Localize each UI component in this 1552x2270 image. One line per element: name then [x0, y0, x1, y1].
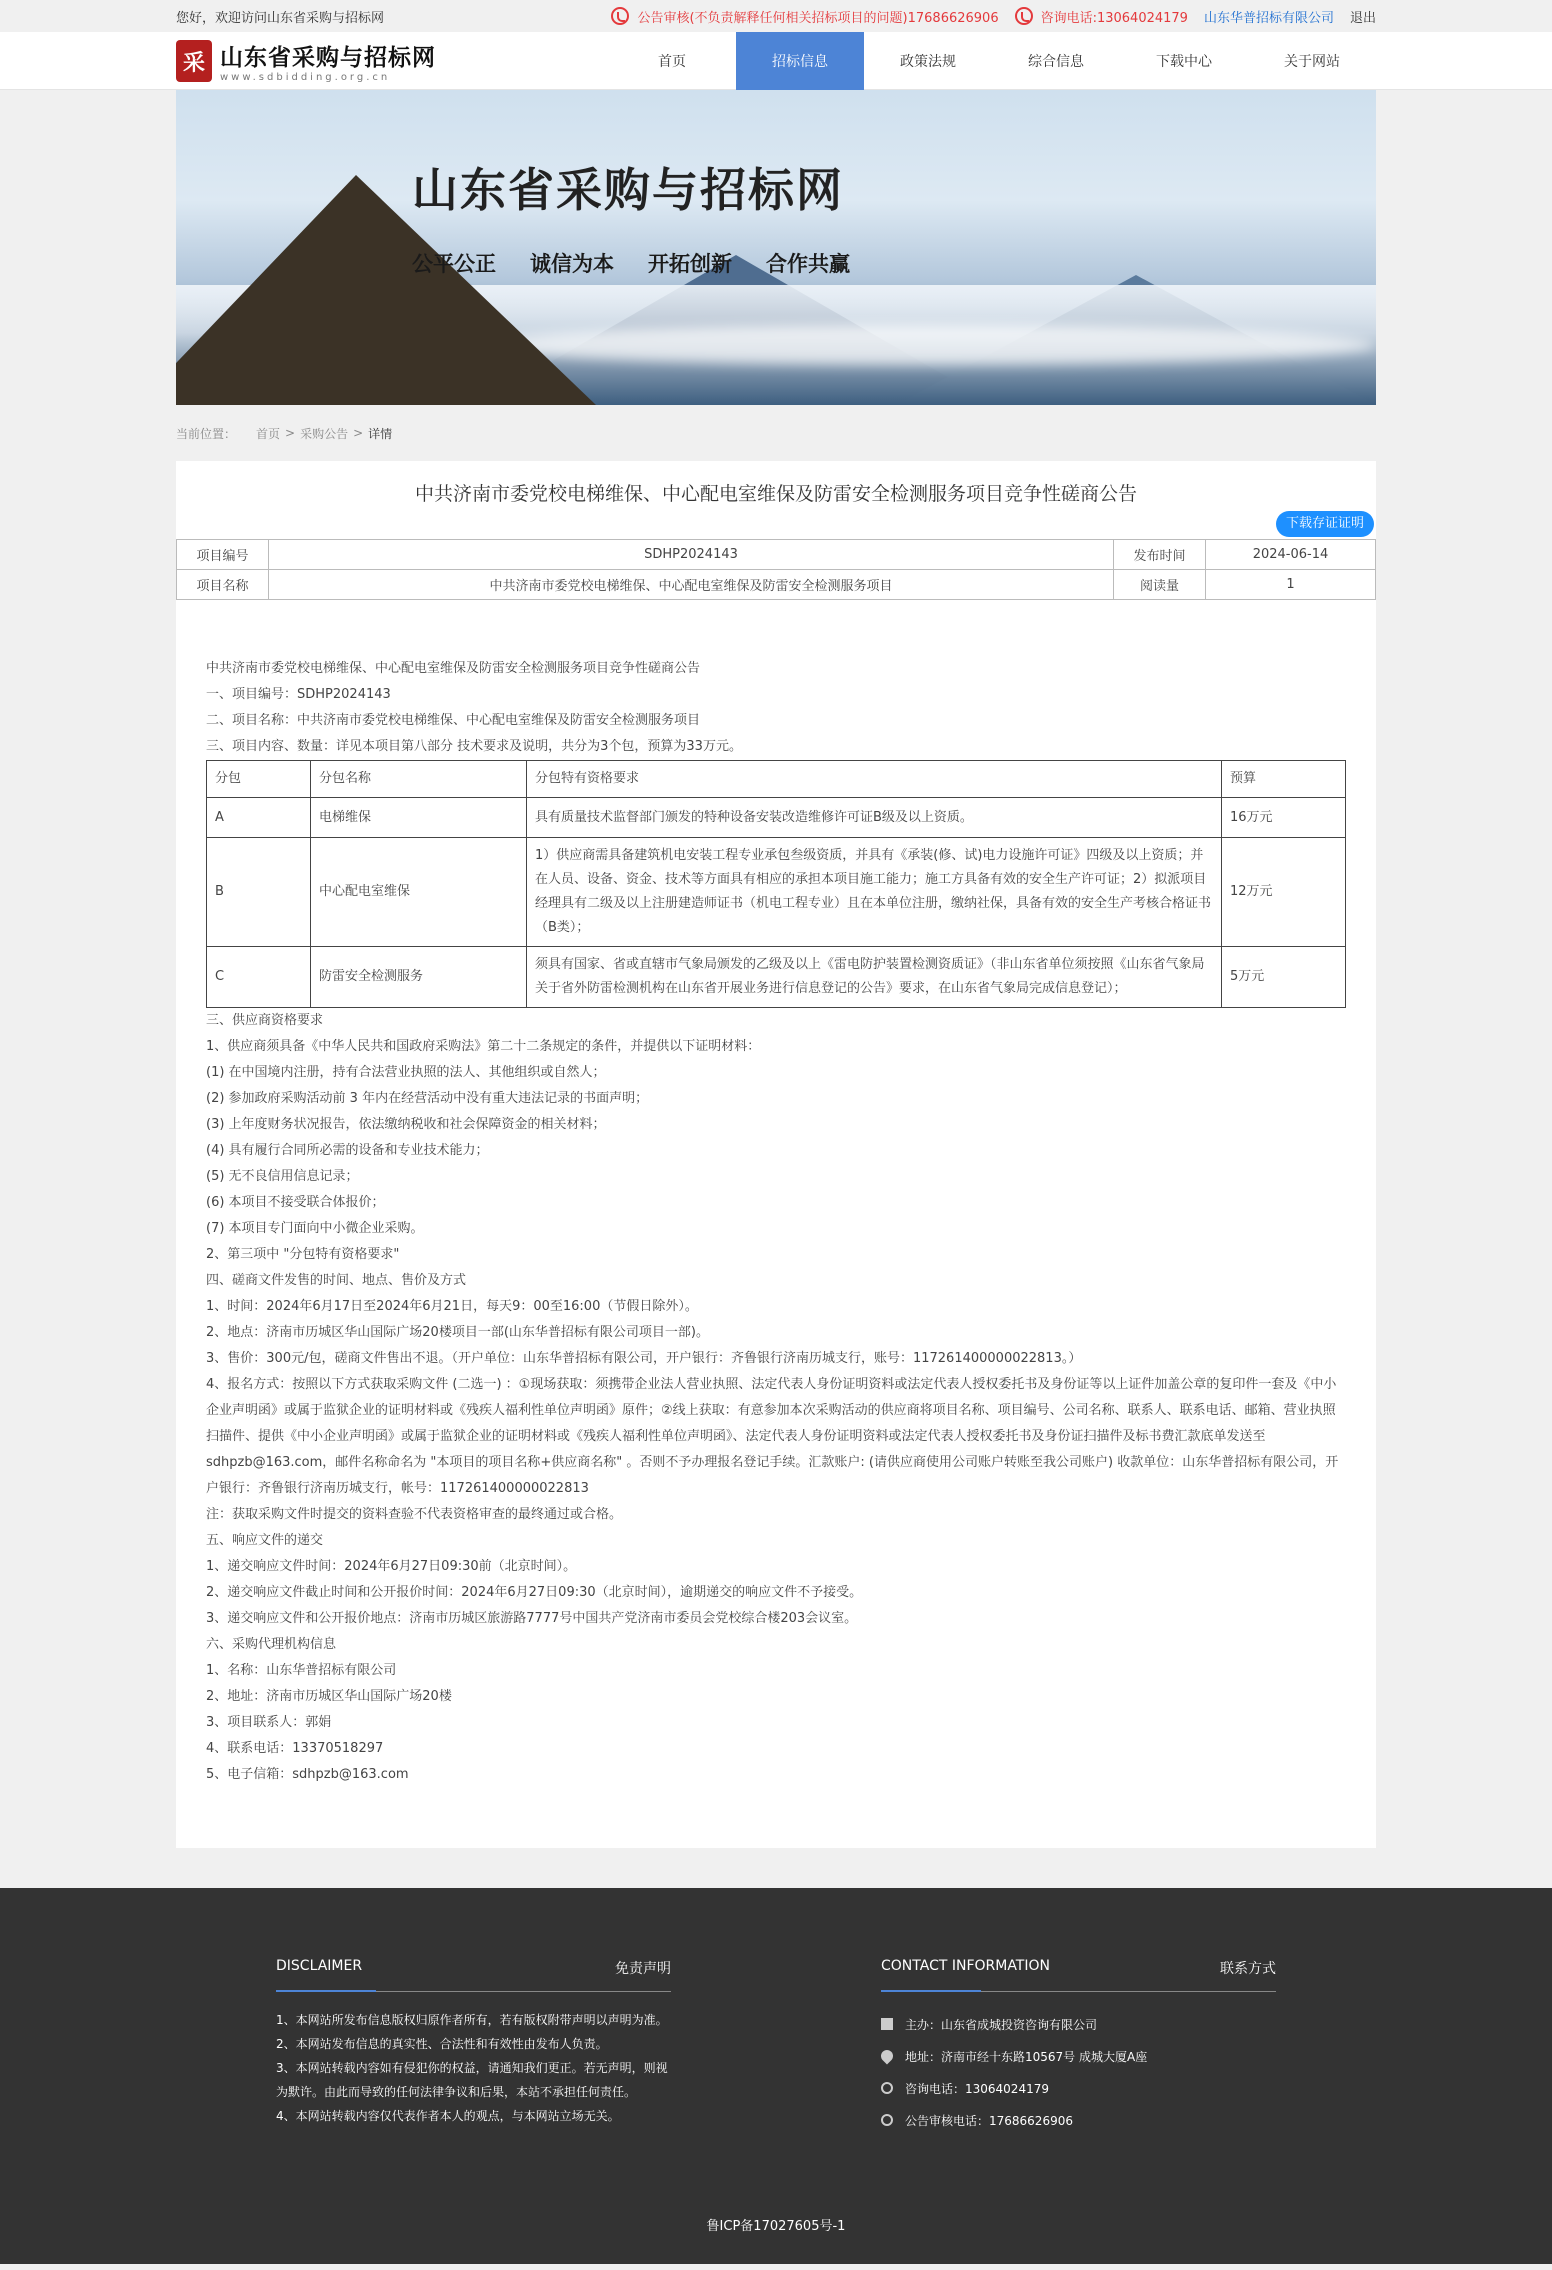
view-count: 1	[1206, 570, 1376, 600]
pkg-requirement: 须具有国家、省或直辖市气象局颁发的乙级及以上《雷电防护装置检测资质证》（非山东省单位须按照《山东省气象局关于省外防雷检测机构在山东省开展业务进行信息登记的公告》要求，在山东省气象局完成信息登记）；	[527, 947, 1222, 1008]
content-line: 1、递交响应文件时间：2024年6月27日09:30前（北京时间）。	[206, 1559, 577, 1574]
breadcrumb-current: 详情	[368, 426, 393, 441]
content-line: 1、供应商须具备《中华人民共和国政府采购法》第二十二条规定的条件，并提供以下证明材料：	[206, 1039, 761, 1054]
project-info-table	[176, 539, 1376, 600]
content-line: 五、响应文件的递交	[206, 1533, 324, 1548]
location-icon	[879, 2048, 896, 2065]
content-line: (5) 无不良信用信息记录；	[206, 1169, 359, 1184]
breadcrumb-home[interactable]: 首页	[256, 426, 281, 441]
banner-title: 山东省采购与招标网	[412, 163, 844, 217]
logout-link[interactable]: 退出	[1349, 10, 1376, 26]
content-line: 三、供应商资格要求	[206, 1013, 324, 1028]
host-info: 主办：山东省成城投资咨询有限公司	[905, 2017, 1098, 2032]
content-line: 二、项目名称：中共济南市委党校电梯维保、中心配电室维保及防雷安全检测服务项目	[206, 713, 701, 728]
nav-about[interactable]: 关于网站	[1284, 54, 1340, 70]
site-footer	[0, 1888, 1552, 2264]
pkg-name: 电梯维保	[311, 798, 527, 838]
disclaimer-section	[276, 1958, 671, 2136]
table-row	[207, 947, 1346, 1008]
phone-icon	[1015, 7, 1033, 25]
logo-url: www.sdbidding.org.cn	[220, 72, 391, 83]
package-table	[206, 760, 1346, 1008]
phone-icon	[611, 7, 629, 25]
content-line: 2、地点：济南市历城区华山国际广场20楼项目一部(山东华普招标有限公司项目一部)。	[206, 1325, 709, 1340]
logo-mark: 采	[176, 40, 212, 82]
nav-bidding-info[interactable]: 招标信息	[736, 32, 864, 90]
content-line: 2、地址：济南市历城区华山国际广场20楼	[206, 1689, 452, 1704]
content-line: 3、售价：300元/包，磋商文件售出不退。（开户单位：山东华普招标有限公司，开户银行：齐鲁银行济南历城支行，账号：117261400000022813。）	[206, 1351, 1082, 1366]
name-label: 项目名称	[177, 570, 269, 600]
phone-icon	[881, 2114, 893, 2126]
code-label: 项目编号	[177, 540, 269, 570]
content-line: 1、时间：2024年6月17日至2024年6月21日，每天9：00至16:00（节假日除外）。	[206, 1299, 698, 1314]
content-line: 一、项目编号：SDHP2024143	[206, 687, 391, 702]
pkg-header: 分包	[207, 761, 311, 798]
consult-phone: 咨询电话:13064024179	[1040, 10, 1188, 26]
breadcrumb-section[interactable]: 采购公告	[300, 426, 349, 441]
breadcrumb-label: 当前位置：	[176, 426, 237, 441]
pkg-budget: 5万元	[1222, 947, 1346, 1008]
breadcrumb: 当前位置： 首页 > 采购公告 > 详情	[176, 426, 393, 441]
content-line: 4、联系电话：13370518297	[206, 1741, 384, 1756]
site-logo[interactable]	[176, 39, 436, 83]
pkg-header: 分包特有资格要求	[527, 761, 1222, 798]
main-nav	[608, 32, 1376, 90]
article-content	[176, 600, 1376, 1788]
content-line: 注：获取采购文件时提交的资料查验不代表资格审查的最终通过或合格。	[206, 1507, 623, 1522]
pkg-name: 中心配电室维保	[311, 838, 527, 947]
slogan: 合作共赢	[766, 251, 850, 276]
phone-icon	[881, 2082, 893, 2094]
contact-heading-cn: 联系方式	[1220, 1961, 1276, 1977]
article-title: 中共济南市委党校电梯维保、中心配电室维保及防雷安全检测服务项目竞争性磋商公告	[414, 483, 1137, 505]
disclaimer-item: 4、本网站转载内容仅代表作者本人的观点，与本网站立场无关。	[276, 2109, 620, 2123]
content-line: 三、项目内容、数量：详见本项目第八部分 技术要求及说明，共分为3个包，预算为33万元。	[206, 739, 742, 754]
table-row	[207, 798, 1346, 838]
pkg-header: 分包名称	[311, 761, 527, 798]
banner-slogans	[412, 248, 850, 278]
disclaimer-item: 3、本网站转载内容如有侵犯你的权益，请通知我们更正。若无声明，则视为默许。由此而导致的任何法律争议和后果，本站不承担任何责任。	[276, 2061, 668, 2099]
top-bar	[0, 0, 1552, 32]
content-line: 2、第三项中 "分包特有资格要求"	[206, 1247, 400, 1262]
nav-policy[interactable]: 政策法规	[900, 54, 956, 70]
content-line: 中共济南市委党校电梯维保、中心配电室维保及防雷安全检测服务项目竞争性磋商公告	[206, 661, 701, 676]
content-line: (7) 本项目专门面向中小微企业采购。	[206, 1221, 424, 1236]
date-label: 发布时间	[1114, 540, 1206, 570]
logo-title: 山东省采购与招标网	[220, 44, 436, 71]
article	[176, 461, 1376, 1848]
content-line: 1、名称：山东华普招标有限公司	[206, 1663, 397, 1678]
audit-info: 公告审核电话：17686626906	[905, 2113, 1073, 2128]
content-line: 四、磋商文件发售的时间、地点、售价及方式	[206, 1273, 467, 1288]
pkg-header: 预算	[1222, 761, 1346, 798]
nav-home[interactable]: 首页	[658, 54, 686, 70]
content-line: 3、项目联系人：郭娟	[206, 1715, 332, 1730]
pkg-id: B	[207, 838, 311, 947]
site-header	[0, 32, 1552, 90]
content-line: (1) 在中国境内注册，持有合法营业执照的法人、其他组织或自然人；	[206, 1065, 606, 1080]
pkg-id: C	[207, 947, 311, 1008]
pkg-name: 防雷安全检测服务	[311, 947, 527, 1008]
icp-record[interactable]: 鲁ICP备17027605号-1	[706, 2219, 846, 2234]
disclaimer-heading-en: DISCLAIMER	[276, 1958, 363, 1974]
pkg-requirement: 具有质量技术监督部门颁发的特种设备安装改造维修许可证B级及以上资质。	[527, 798, 1222, 838]
pkg-requirement: 1）供应商需具备建筑机电安装工程专业承包叁级资质，并具有《承装(修、试)电力设施许可证》四级及以上资质；并在人员、设备、资金、技术等方面具有相应的承担本项目施工能力；施工方具备有效的安全生产许可证；2）拟派项目经理具有二级及以上注册建造师证书（机电工程专业）且在本单位注册，缴纳社保，具备有效的安全生产考核合格证书（B类）；	[527, 838, 1222, 947]
disclaimer-item: 1、本网站所发布信息版权归原作者所有，若有版权附带声明以声明为准。	[276, 2013, 668, 2027]
nav-download[interactable]: 下载中心	[1156, 54, 1212, 70]
project-name: 中共济南市委党校电梯维保、中心配电室维保及防雷安全检测服务项目	[269, 570, 1114, 600]
greeting-text: 您好，欢迎访问山东省采购与招标网	[176, 10, 385, 26]
company-link[interactable]: 山东华普招标有限公司	[1203, 10, 1334, 26]
publish-date: 2024-06-14	[1206, 540, 1376, 570]
disclaimer-heading-cn: 免责声明	[615, 1961, 671, 1977]
content-line: (4) 具有履行合同所必需的设备和专业技术能力；	[206, 1143, 489, 1158]
pkg-id: A	[207, 798, 311, 838]
nav-general-info[interactable]: 综合信息	[1028, 54, 1084, 70]
slogan: 诚信为本	[530, 251, 614, 276]
content-line: 4、报名方式：按照以下方式获取采购文件 (二选一) ：①现场获取：须携带企业法人营业执照、法定代表人身份证明资料或法定代表人授权委托书及身份证等以上证件加盖公章的复印件一套及《中小企业声明函》或属于监狱企业的证明材料或《残疾人福利性单位声明函》原件；②线上获取：有意参加本次采购活动的供应商将项目名称、项目编号、公司名称、联系人、联系电话、邮箱、营业执照扫描件、提供《中小企业声明函》或属于监狱企业的证明材料或《残疾人福利性单位声明函》、法定代表人身份证明资料或法定代表人授权委托书及身份证扫描件及标书费汇款底单发送至 sdhpzb@163.com，邮件名称命名为 "本项目的项目名称+供应商名称" 。否则不予办理报名登记手续。汇款账户: (请供应商使用公司账户转账至我公司账户) 收款单位：山东华普招标有限公司，开户银行：齐鲁银行济南历城支行，帐号：117261400000022813	[206, 1377, 1339, 1496]
content-line: 2、递交响应文件截止时间和公开报价时间：2024年6月27日09:30（北京时间），逾期递交的响应文件不予接受。	[206, 1585, 863, 1600]
content-line: (6) 本项目不接受联合体报价；	[206, 1195, 385, 1210]
article-body	[206, 1008, 1346, 1788]
content-line: 3、递交响应文件和公开报价地点：济南市历城区旅游路7777号中国共产党济南市委员会党校综合楼203会议室。	[206, 1611, 858, 1626]
content-line: 六、采购代理机构信息	[206, 1637, 337, 1652]
slogan: 开拓创新	[648, 251, 732, 276]
disclaimer-item: 2、本网站发布信息的真实性、合法性和有效性由发布人负责。	[276, 2037, 608, 2051]
project-code: SDHP2024143	[269, 540, 1114, 570]
views-label: 阅读量	[1114, 570, 1206, 600]
contact-section	[881, 1958, 1276, 2136]
content-line: (2) 参加政府采购活动前 3 年内在经营活动中没有重大违法记录的书面声明；	[206, 1091, 649, 1106]
audit-text: 公告审核(不负责解释任何相关招标项目的问题)17686626906	[637, 10, 999, 26]
hero-banner	[176, 90, 1376, 405]
content-line: (3) 上年度财务状况报告，依法缴纳税收和社会保障资金的相关材料；	[206, 1117, 606, 1132]
pkg-budget: 16万元	[1222, 798, 1346, 838]
contact-heading-en: CONTACT INFORMATION	[881, 1958, 1050, 1974]
content-line: 5、电子信箱：sdhpzb@163.com	[206, 1767, 409, 1782]
slogan: 公平公正	[412, 251, 496, 276]
address-info: 地址：济南市经十东路10567号 成城大厦A座	[905, 2049, 1148, 2064]
download-certificate-button[interactable]: 下载存证证明	[1276, 511, 1374, 537]
table-row	[207, 838, 1346, 947]
consult-info: 咨询电话：13064024179	[905, 2081, 1049, 2096]
pkg-budget: 12万元	[1222, 838, 1346, 947]
building-icon	[881, 2018, 893, 2030]
